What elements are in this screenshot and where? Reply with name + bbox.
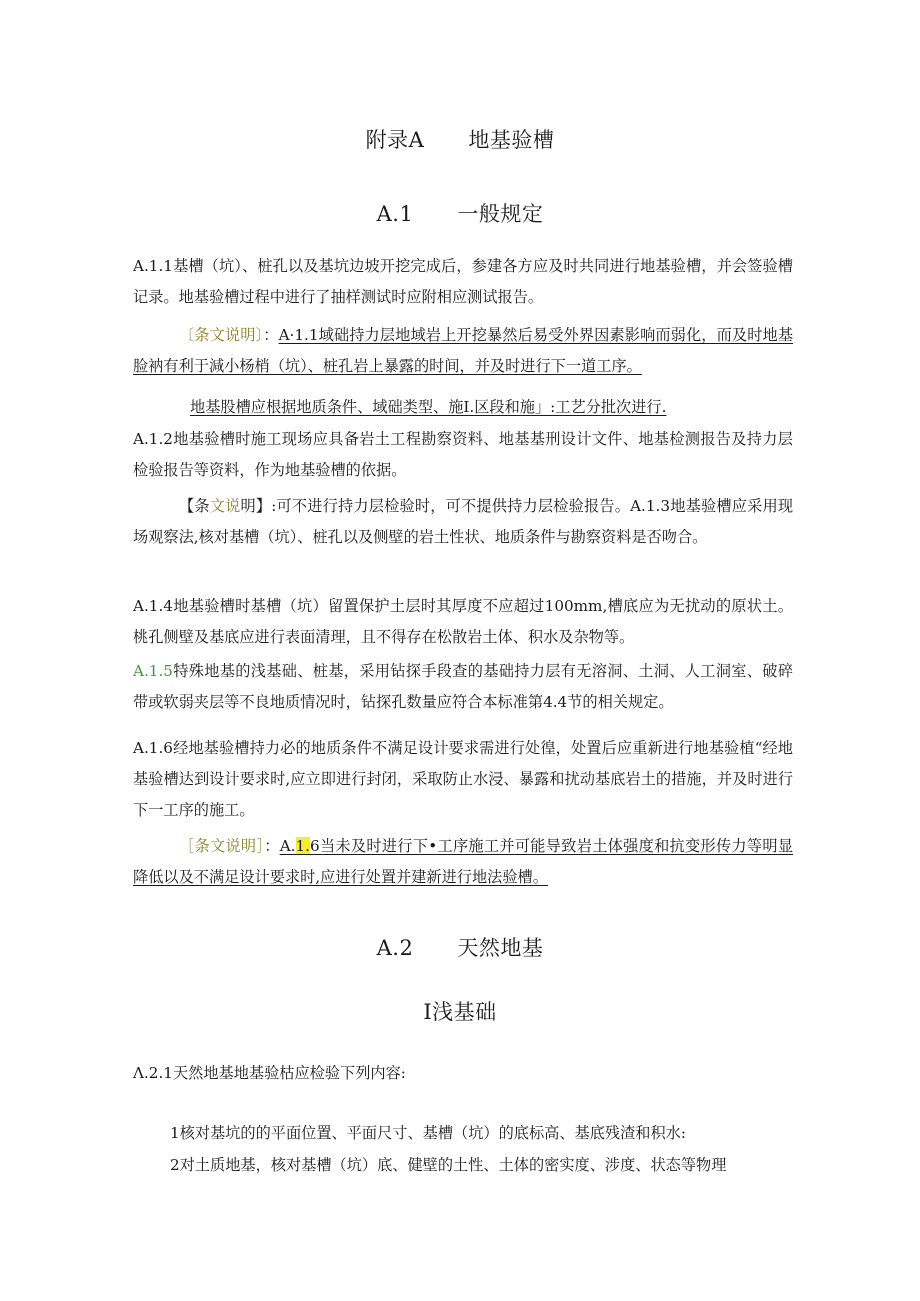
highlight-mark: 1. [295, 837, 311, 855]
clause-a1-2: A.1.2地基验槽时施工现场应具备岩土工程勘察资料、地基基刑设计文件、地基检测报告及持力层检验报告等资料，作为地基验槽的依据。 [133, 430, 793, 479]
note-label: 〔条文说明〕 [179, 326, 264, 344]
section-a2-name: 天然地基 [457, 936, 544, 960]
appendix-code: 附录A [365, 128, 425, 152]
section-a2-number: A.2 [376, 936, 414, 960]
note-a1-1-line2: 地基股槽应根据地质条件、域础类型、施I.区段和施」:工艺分批次进行. [190, 398, 667, 416]
note-label: ［条文说明］ [179, 837, 265, 855]
note-a1-1-text: A·1.1域础持力层地域岩上开挖暴然后易受外界因素影响而弱化，而及时地基脸衲有利于減小杨梢（坑）、桩孔岩上暴露的时间，并及时进行下一道工序。 [133, 326, 794, 375]
note-a1-1 [133, 320, 793, 382]
clause-a1-4: A.1.4地基验槽时基槽（坑）留置保护土层时其厚度不应超过100mm,槽底应为无扰动的原状土。桃孔侧壁及基底应进行表面清理，且不得存在松散岩土体、积水及杂物等。 [133, 597, 793, 646]
note-a1-6-body: 6当未及时进行下•工序施工并可能导致岩土体强度和抗变形传力等明显降低以及不满足设计要求时,应进行处置并建新进行地法验槽。 [133, 837, 794, 886]
section-a1-name: 一般规定 [457, 202, 544, 226]
subsection-heading: I浅基础 [423, 1000, 497, 1024]
clause-a2-1: Λ.2.1天然地基地基验枯应检验下列内容: [133, 1064, 406, 1082]
note-label-mid: 文说 [209, 497, 241, 515]
note-a1-6 [133, 831, 793, 893]
clause-a1-5 [133, 656, 793, 718]
list-item-1: 1核对基坑的的平面位置、平面尺寸、基槽（坑）的底标高、基底残渣和积水: [170, 1124, 686, 1142]
note-a1-2-text: :可不进行持力层检验时，可不提供持力层检验报告。A.1.3地基验槽应采用现场观察法,核对基槽（坑）、桩孔以及侧壁的岩土性状、地质条件与勘察资料是否吻合。 [133, 497, 794, 546]
section-a1-heading [0, 198, 920, 228]
clause-a1-1: A.1.1基槽（坑）、桩孔以及基坑边坡开挖完成后，参建各方应及时共同进行地基验槽，并会签验槽记录。地基验槽过程中进行了抽样测试时应附相应测试报告。 [133, 257, 793, 306]
clause-a1-5-text: 特殊地基的浅基础、桩基，采用钻探手段查的基础持力层有无溶洞、土洞、人工洞室、破碎带或软弱夹层等不良地质情况时，钻探孔数量应符合本标准第4.4节的相关规定。 [133, 662, 793, 711]
note-a1-6-pre: A. [279, 837, 296, 855]
clause-a1-5-number: A.1.5 [133, 662, 173, 680]
note-separator: ： [264, 837, 280, 855]
appendix-name: 地基验槽 [468, 128, 555, 152]
appendix-title [0, 124, 920, 154]
section-a2-heading [0, 932, 920, 962]
list-item-2: 2对土质地基，核对基槽（坑）底、健壁的土性、土体的密实度、涉度、状态等物理 [170, 1156, 727, 1174]
section-a1-number: A.1 [376, 202, 414, 226]
clause-a1-6: A.1.6经地基验槽持力必的地质条件不满足设计要求需进行处徨，处置后应重新进行地基验植“经地基验槽达到设计要求时,应立即进行封闭，采取防止水浸、暴露和扰动基底岩土的措施，并及时进行下一工序的施工。 [133, 739, 793, 819]
note-a1-2 [133, 491, 793, 553]
note-separator: ： [263, 326, 279, 344]
note-label-open: 【条 [179, 497, 210, 515]
note-label-close: 明】 [240, 497, 272, 515]
